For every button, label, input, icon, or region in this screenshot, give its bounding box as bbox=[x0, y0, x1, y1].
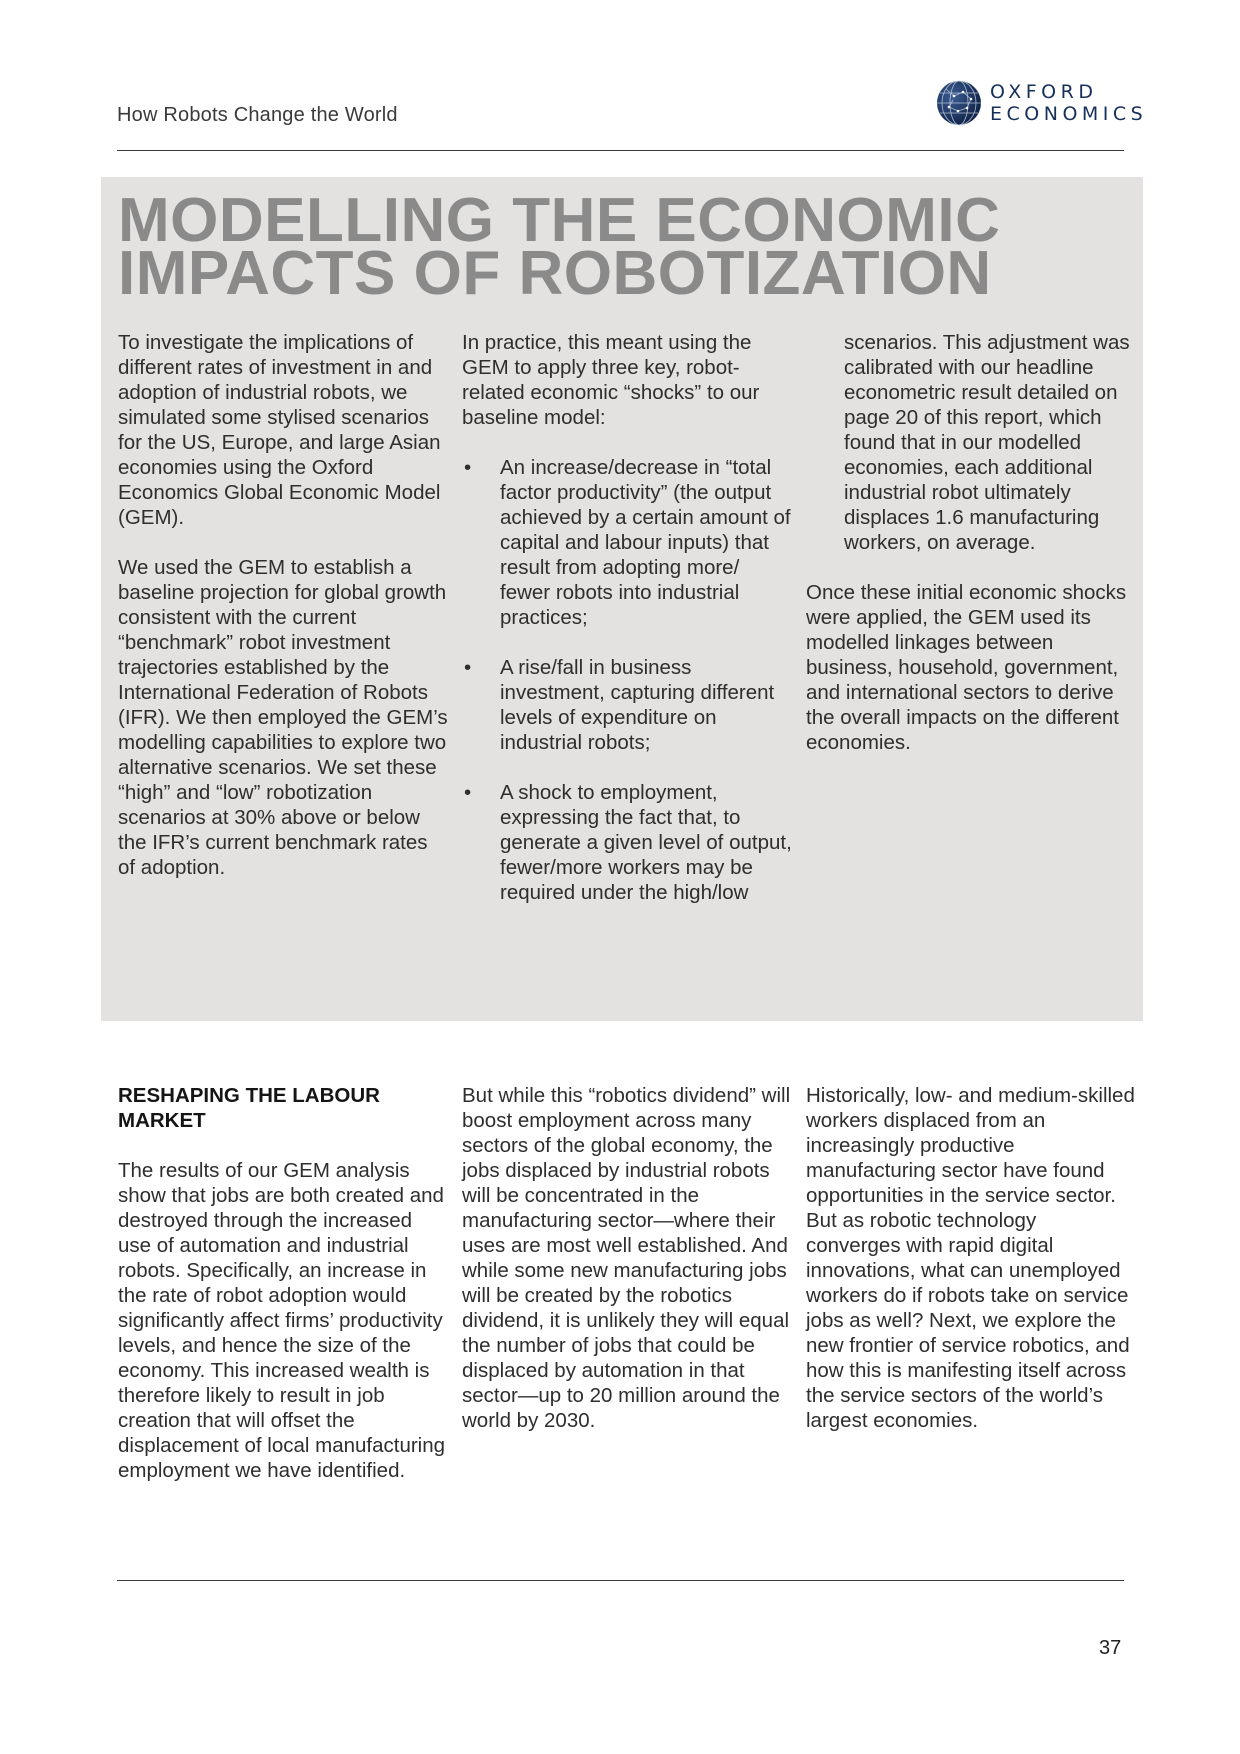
section-heading-line-1: RESHAPING THE LABOUR bbox=[118, 1084, 380, 1107]
feature-column-1 bbox=[118, 330, 448, 880]
page-number: 37 bbox=[1099, 1637, 1122, 1659]
bullet-icon: • bbox=[464, 456, 472, 479]
feature-title-line-1: MODELLING THE ECONOMIC bbox=[118, 186, 1001, 255]
feature-title-line-2: IMPACTS OF ROBOTIZATION bbox=[118, 239, 992, 308]
labour-column-2 bbox=[462, 1083, 792, 1433]
list-item bbox=[462, 455, 792, 630]
list-item bbox=[462, 655, 792, 755]
globe-icon bbox=[936, 80, 982, 126]
feature-column-2 bbox=[462, 330, 792, 905]
logo-text-economics: ECONOMICS bbox=[990, 103, 1148, 125]
feature-paragraph: We used the GEM to establish a baseline projection for global growth consistent with the current “benchmark” robot investment trajectories established by the International Federation of Robots (IFR). We then employed the GEM’s modelling capabilities to explore two alternative scenarios. We set these “high” and “low” robotization scenarios at 30% above or below the IFR’s current benchmark rates of adoption. bbox=[118, 556, 448, 879]
feature-paragraph-continuation: scenarios. This adjustment was calibrated with our headline econometric result detailed on page 20 of this report, which found that in our modelled economies, each additional industrial robot ultimately displaces 1.6 manufacturing workers, on average. bbox=[844, 331, 1130, 554]
bullet-icon: • bbox=[464, 656, 472, 679]
shock-list bbox=[462, 455, 792, 905]
body-paragraph: But while this “robotics dividend” will boost employment across many sectors of the global economy, the jobs displaced by industrial robots will be concentrated in the manufacturing sector—where their uses are most well established. And while some new manufacturing jobs will be created by the robotics dividend, it is unlikely they will equal the number of jobs that could be displaced by automation in that sector—up to 20 million around the world by 2030. bbox=[462, 1084, 791, 1432]
list-item bbox=[462, 780, 792, 905]
labour-column-3 bbox=[806, 1083, 1136, 1433]
body-paragraph: Historically, low- and medium-skilled workers displaced from an increasingly productive manufacturing sector have found opportunities in the service sector. But as robotic technology converges with rapid digital innovations, what can unemployed workers do if robots take on service jobs as well? Next, we explore the new frontier of service robotics, and how this is manifesting itself across the service sectors of the world’s largest economies. bbox=[806, 1084, 1135, 1432]
bullet-icon: • bbox=[464, 781, 472, 804]
labour-column-1 bbox=[118, 1083, 448, 1483]
feature-paragraph: In practice, this meant using the GEM to apply three key, robot-related economic “shocks” to our baseline model: bbox=[462, 331, 760, 429]
list-item-text: A shock to employment, expressing the fact that, to generate a given level of output, fewer/more workers may be required under the high/low bbox=[500, 781, 792, 904]
feature-title bbox=[118, 186, 1128, 308]
logo-text-oxford: OXFORD bbox=[990, 81, 1098, 103]
header-divider bbox=[117, 150, 1124, 151]
list-item-text: A rise/fall in business investment, capturing different levels of expenditure on industrial robots; bbox=[500, 656, 775, 754]
feature-paragraph: Once these initial economic shocks were applied, the GEM used its modelled linkages between business, household, government, and international sectors to derive the overall impacts on the different economies. bbox=[806, 581, 1127, 754]
footer-divider bbox=[117, 1580, 1124, 1581]
section-heading-line-2: MARKET bbox=[118, 1109, 206, 1132]
running-header: How Robots Change the World bbox=[117, 104, 398, 126]
list-item-text: An increase/decrease in “total factor productivity” (the output achieved by a certain amount of capital and labour inputs) that result from adopting more/ fewer robots into industrial practices; bbox=[500, 456, 791, 629]
feature-paragraph: To investigate the implications of different rates of investment in and adoption of industrial robots, we simulated some stylised scenarios for the US, Europe, and large Asian economies using the Oxford Economics Global Economic Model (GEM). bbox=[118, 331, 441, 529]
body-paragraph: The results of our GEM analysis show that jobs are both created and destroyed through the increased use of automation and industrial robots. Specifically, an increase in the rate of robot adoption would significantly affect firms’ productivity levels, and hence the size of the economy. This increased wealth is therefore likely to result in job creation that will offset the displacement of local manufacturing employment we have identified. bbox=[118, 1159, 446, 1482]
section-heading bbox=[118, 1083, 448, 1133]
feature-column-3 bbox=[806, 330, 1136, 755]
oxford-economics-logo bbox=[936, 80, 1148, 130]
